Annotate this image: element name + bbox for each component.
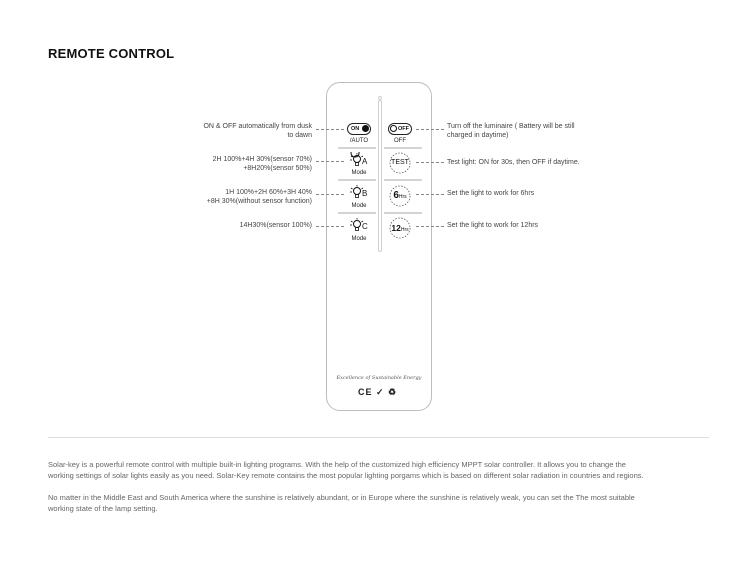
- page-title: REMOTE CONTROL: [48, 46, 175, 61]
- row-separator: [384, 179, 422, 181]
- row-separator: [338, 147, 376, 149]
- connector-line: [416, 162, 444, 163]
- mode-b-label: Mode: [351, 203, 367, 209]
- auto-button-label: /AUTO: [349, 138, 369, 144]
- bulb-icon: A: [348, 152, 376, 172]
- on-toggle-icon: ON: [347, 123, 371, 135]
- off-toggle-icon: OFF: [388, 123, 412, 135]
- bulb-icon: C: [348, 217, 376, 237]
- test-button-label: TEST: [391, 159, 409, 166]
- mode-a-description: 2H 100%+4H 30%(sensor 70%) +8H20%(sensor 50%): [212, 156, 312, 172]
- mode-a-label: Mode: [351, 170, 367, 176]
- mode-c-label: Mode: [351, 236, 367, 242]
- mode-c-description: 14H30%(sensor 100%): [239, 222, 312, 229]
- row-separator: [384, 147, 422, 149]
- mode-b-description: 1H 100%+2H 60%+3H 40% +8H 30%(without sensor function): [206, 189, 312, 205]
- twelve-hours-description: Set the light to work for 12hrs: [447, 222, 539, 229]
- row-separator: [384, 212, 422, 214]
- connector-line: [416, 226, 444, 227]
- certification-icons: CE ✓ ♻: [358, 387, 398, 397]
- connector-line: [316, 194, 344, 195]
- timer-dial-icon: 6Hrs: [388, 184, 412, 208]
- region-paragraph: No matter in the Middle East and South America where the sunshine is relatively abundant, or in Europe where the sunshine is relatively weak, you can set the The most suitable working state of the lamp setting.: [48, 493, 635, 513]
- test-description: Test light: ON for 30s, then OFF if daytime.: [447, 159, 580, 166]
- bulb-icon: B: [348, 184, 376, 204]
- timer-dial-icon: 12Hrs: [388, 216, 412, 240]
- section-divider: [48, 437, 709, 438]
- off-description: Turn off the luminaire ( Battery will be still charged in daytime): [447, 123, 575, 139]
- row-separator: [338, 179, 376, 181]
- connector-line: [416, 129, 444, 130]
- connector-line: [316, 129, 344, 130]
- intro-paragraph: Solar-key is a powerful remote control with multiple built-in lighting programs. With the help of the customized high efficiency MPPT solar controller. It allows you to change the working settings of solar lights easily as you need. Solar-Key remote contains the most popular lighting porgams which is based on different solar radiation in countries and regions.: [48, 460, 644, 480]
- off-button-label: OFF: [394, 138, 406, 144]
- connector-line: [316, 226, 344, 227]
- connector-line: [416, 194, 444, 195]
- connector-line: [316, 161, 344, 162]
- six-hours-description: Set the light to work for 6hrs: [447, 190, 535, 197]
- auto-description: ON & OFF automatically from dusk to dawn: [203, 123, 312, 139]
- remote-slogan: Excellence of Sustainable Energy: [336, 375, 422, 381]
- remote-center-divider: [378, 100, 382, 252]
- row-separator: [338, 212, 376, 214]
